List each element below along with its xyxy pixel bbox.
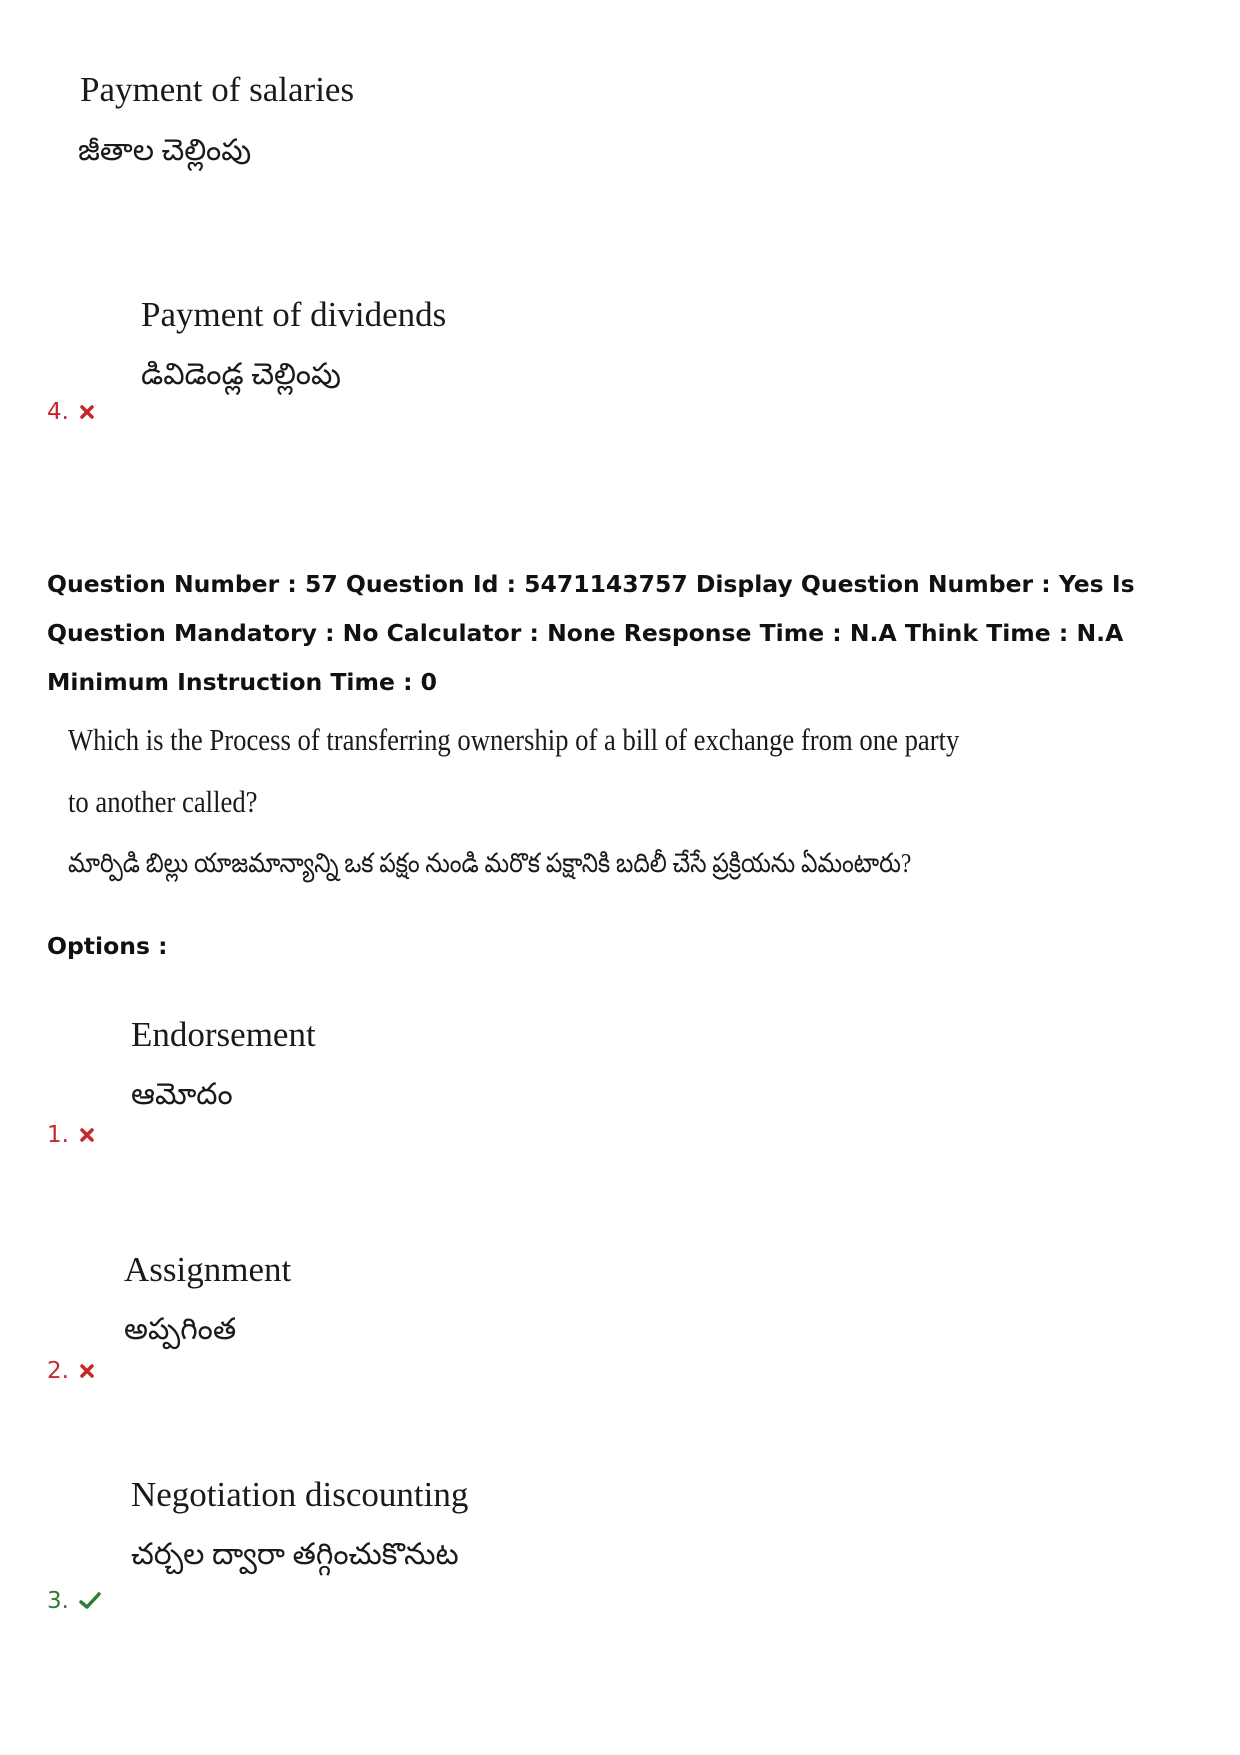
cross-icon (79, 1127, 95, 1143)
option-2-marker (47, 1358, 95, 1384)
prev-option-4-english: Payment of dividends (141, 295, 447, 334)
option-number: 4. (47, 399, 69, 425)
question-text-english-line-2: to another called? (68, 784, 258, 819)
option-3-english: Negotiation discounting (131, 1475, 469, 1514)
option-3-marker (47, 1588, 101, 1614)
prev-option-4-marker (47, 399, 95, 425)
question-text-telugu: మార్పిడి బిల్లు యాజమాన్యాన్ని ఒక పక్షం నుండి మరొక పక్షానికి బదిలీ చేసే ప్రక్రియను ఏమంటారు? (68, 848, 912, 878)
option-2-telugu: అప్పగింత (124, 1313, 237, 1346)
option-1-telugu: ఆమోదం (131, 1078, 233, 1111)
option-3-telugu: చర్చల ద్వారా తగ్గించుకొనుట (131, 1538, 459, 1571)
option-number: 2. (47, 1358, 69, 1384)
question-text-english-line-1: Which is the Process of transferring ownership of a bill of exchange from one party (68, 722, 960, 757)
cross-icon (79, 1363, 95, 1379)
option-number: 1. (47, 1122, 69, 1148)
option-number: 3. (47, 1588, 69, 1614)
option-1-marker (47, 1122, 95, 1148)
prev-option-4-telugu: డివిడెండ్ల చెల్లింపు (141, 358, 341, 391)
option-2-english: Assignment (124, 1250, 292, 1289)
check-icon (79, 1592, 101, 1610)
prev-option-3-english: Payment of salaries (80, 70, 355, 109)
prev-option-3-telugu: జీతాల చెల్లింపు (78, 134, 252, 167)
cross-icon (79, 404, 95, 420)
option-1-english: Endorsement (131, 1015, 316, 1054)
question-meta: Question Number : 57 Question Id : 5471143757 Display Question Number : Yes Is Question Mandatory : No Calculator : None Response Time : N.A Think Time : N.A Minimum Instruction Time : 0 (47, 570, 1135, 696)
options-label: Options : (47, 932, 168, 960)
